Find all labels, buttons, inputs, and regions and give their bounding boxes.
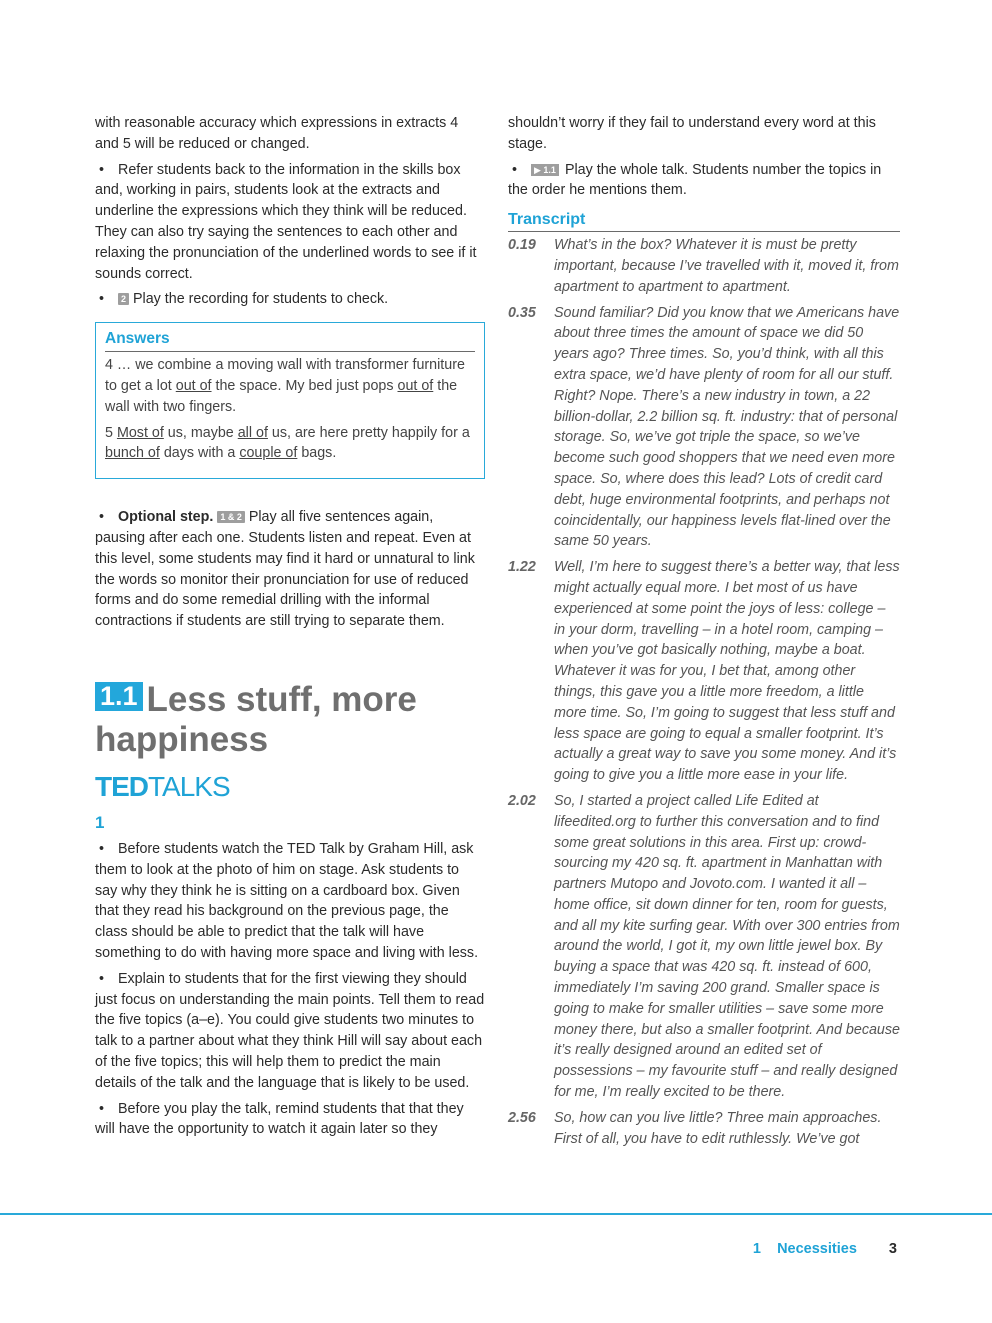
video-play-icon: ▶ 1.1 bbox=[531, 164, 559, 176]
underlined-expression: bunch of bbox=[105, 445, 160, 462]
left-column bbox=[95, 113, 485, 1145]
section-title: Less stuff, more happiness bbox=[95, 679, 417, 759]
underlined-expression: Most of bbox=[116, 424, 164, 441]
bullet-play-recording bbox=[95, 289, 485, 310]
timestamp: 2.02 bbox=[508, 792, 536, 809]
bullet-text: Play the recording for students to check. bbox=[133, 291, 389, 308]
transcript-text: So, I started a project called Life Edited at lifeedited.org to further this conversation and to find some great solutions in this area. First up: crowd-sourcing my 420 sq. ft. apartment in Manhattan with partners Mutopo and Jovoto.com. I wanted it all – home office, sit down dinner for ten, room for guests, and all my kite surfing gear. With over 300 entries from around the world, I got it, my own little jewel box. By buying a space that was 420 sq. ft. instead of 600, immediately I’m saving 200 grand. Smaller space is going to make for smaller utilities – save some more money there, but also a smaller footprint. And because it’s really designed around an edited set of possessions – my favourite stuff – and really designed for me, I’m really excited to be there. bbox=[554, 792, 900, 1101]
page-number: 3 bbox=[888, 1241, 897, 1257]
bullet-refer-students: • Refer students back to the information in the skills box and, working in pairs, students look at the extracts and underline the expressions which they think will be reduced. They can also try saying the sentences to each other and relaxing the pronunciation of the underlined words to see if it sounds correct. bbox=[95, 160, 485, 285]
transcript-entry bbox=[508, 791, 900, 1103]
transcript-entry bbox=[508, 303, 900, 553]
audio-track-icon: 2 bbox=[118, 293, 129, 305]
answers-title: Answers bbox=[105, 327, 475, 352]
bullet-text: Play the whole talk. Students number the topics in the order he mentions them. bbox=[508, 161, 882, 199]
transcript-entry bbox=[508, 1108, 900, 1150]
section-heading bbox=[95, 680, 485, 760]
ted-talks-logo: TEDTALKS bbox=[95, 770, 230, 802]
transcript-title: Transcript bbox=[508, 209, 900, 232]
unit-number: 1 bbox=[752, 1241, 761, 1257]
page-footer bbox=[753, 1241, 897, 1257]
transcript bbox=[508, 235, 900, 1149]
transcript-text: Sound familiar? Did you know that we Americans have about three times the amount of space we did 50 years ago? Three times. So, you’d think, with all this extra space, we’d have plenty of room for all our stuff. Right? Nope. There’s a new industry in town, a 22 billion-dollar, 2.2 billion sq. ft. industry: that of personal storage. So, we’ve got triple the space, so we’ve become such good shoppers that we need even more space. So, where does this lead? Lots of credit card debt, huge environmental footprints, and perhaps not coincidentally, our happiness levels flat-lined over the same 50 years. bbox=[554, 304, 900, 550]
right-column bbox=[508, 113, 900, 1154]
exercise-number: 1 bbox=[95, 812, 105, 832]
transcript-entry bbox=[508, 557, 900, 786]
bullet-play-talk bbox=[508, 160, 900, 202]
transcript-text: Well, I’m here to suggest there’s a better way, that less might actually equal more. I bet most of us have experienced at some point the joys of less: college – in your dorm, travelling – in a hotel room, camping – when you’ve got basically nothing, maybe a boat. Whatever it was for you, I bet that, among other things, this gave you a little more freedom, a little more time. So, I’m going to suggest that less stuff and less space are going to equal a smaller footprint. It’s actually a great way to save you some money. And it’s going to give you a little more ease in your life. bbox=[554, 559, 900, 784]
section-number-badge: 1.1 bbox=[95, 682, 143, 711]
answer-4: 4 … we combine a moving wall with transformer furniture to get a lot out of the space. My bed just pops out of the wall with two fingers. bbox=[105, 357, 465, 415]
underlined-expression: out of bbox=[175, 377, 212, 394]
timestamp: 0.19 bbox=[508, 237, 536, 254]
transcript-text: What’s in the box? Whatever it is must be pretty important, because I’ve travelled with it, moved it, from apartment to apartment to apartment. bbox=[554, 237, 899, 295]
optional-step-label: Optional step. bbox=[118, 509, 214, 526]
transcript-text: So, how can you live little? Three main approaches. First of all, you have to edit ruthlessly. We’ve got bbox=[554, 1109, 882, 1147]
bullet-explain: • Explain to students that for the first viewing they should just focus on understanding the main points. Tell them to read the five topics (a–e). You could give students two minutes to talk to a partner about what they think Hill will say about each of the five topics; this will help them to predict the main details of the talk and the language that is likely to be used. bbox=[95, 969, 485, 1094]
bullet-optional-step bbox=[95, 507, 485, 632]
underlined-expression: out of bbox=[397, 377, 434, 394]
bullet-before-watch: • Before students watch the TED Talk by Graham Hill, ask them to look at the photo of him on stage. Ask students to say why they think he is sitting on a cardboard box. Given that they read his background on the previous page, the class should be able to predict that the talk will have something to do with having more space and living with less. bbox=[95, 839, 485, 964]
optional-step-text: Play all five sentences again, pausing after each one. Students listen and repeat. Even at this level, some students may find it hard or unnatural to link the words so monitor their pronunciation for use of reduced forms and do some remedial drilling with the informal contractions if students are still trying to separate them. bbox=[95, 509, 475, 630]
paragraph: shouldn’t worry if they fail to understand every word at this stage. bbox=[508, 115, 876, 152]
answers-box bbox=[95, 322, 485, 479]
paragraph: with reasonable accuracy which expressions in extracts 4 and 5 will be reduced or changed. bbox=[95, 115, 459, 152]
unit-name: Necessities bbox=[777, 1241, 857, 1257]
underlined-expression: couple of bbox=[239, 445, 298, 462]
timestamp: 0.35 bbox=[508, 304, 536, 321]
footer-rule bbox=[0, 1213, 992, 1215]
transcript-entry bbox=[508, 235, 900, 297]
timestamp: 1.22 bbox=[508, 559, 536, 576]
audio-track-icon: 1 & 2 bbox=[217, 511, 245, 523]
bullet-before-play: • Before you play the talk, remind students that that they will have the opportunity to watch it again later so they bbox=[95, 1099, 485, 1141]
underlined-expression: all of bbox=[237, 424, 268, 441]
timestamp: 2.56 bbox=[508, 1109, 536, 1126]
answer-5: 5 Most of us, maybe all of us, are here pretty happily for a bunch of days with a couple of bags. bbox=[105, 424, 470, 462]
